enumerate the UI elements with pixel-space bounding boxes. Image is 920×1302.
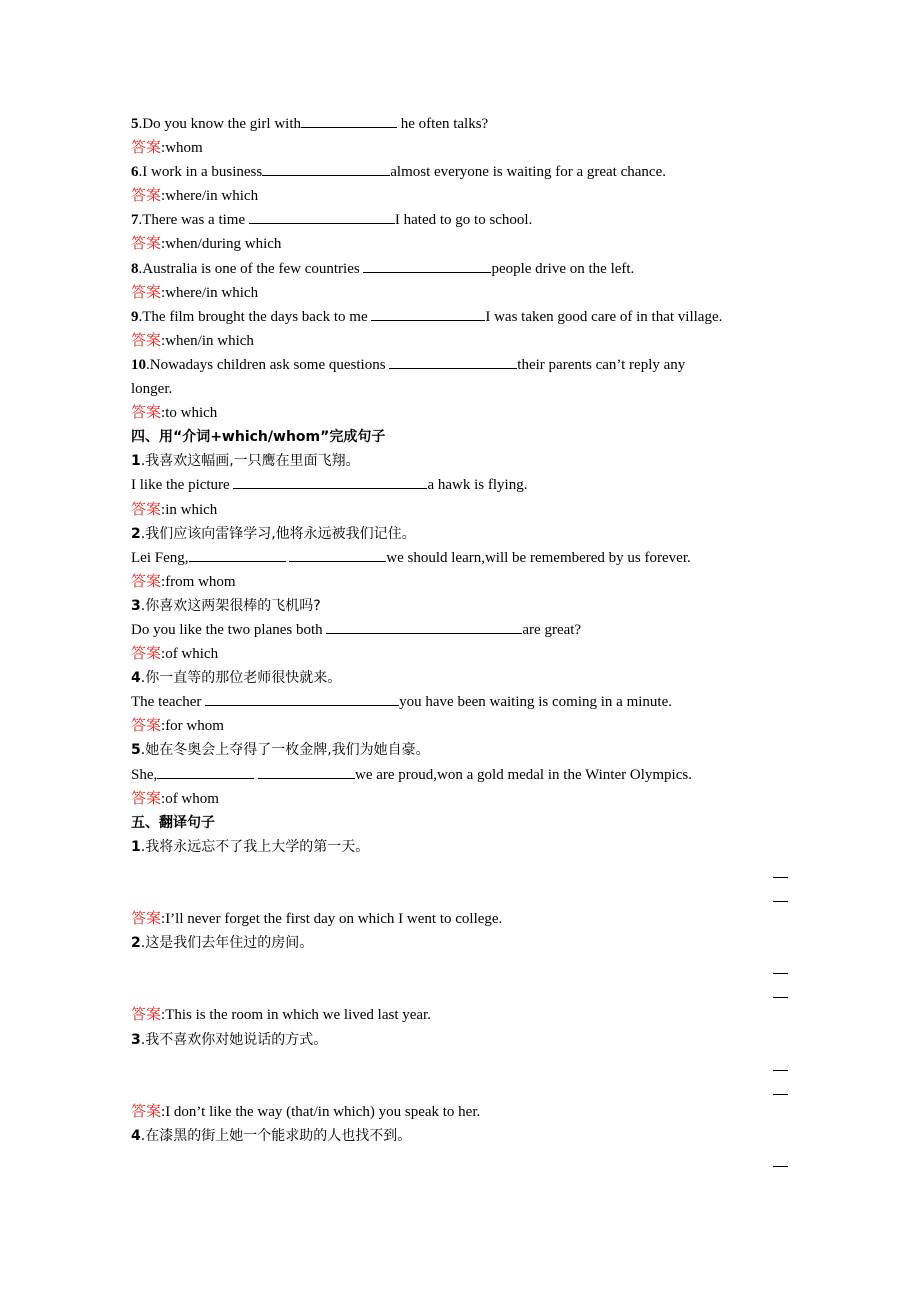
question-number: 9 — [131, 308, 139, 325]
answer-row: 答案:of whom — [131, 790, 219, 807]
answer-blank — [249, 208, 395, 224]
question-number: 2 — [131, 935, 141, 952]
question-text: I like the picture — [131, 477, 234, 494]
answer-label: 答案 — [131, 405, 162, 422]
answer-text: to which — [165, 405, 218, 422]
chinese-prompt: 2.我们应该向雷锋学习,他将永远被我们记住。 — [131, 525, 416, 542]
question-text: The teacher — [131, 694, 206, 711]
answer-text: when/during which — [165, 236, 282, 253]
answer-row: 答案:when/in which — [131, 332, 254, 349]
chinese-text: 我不喜欢你对她说话的方式。 — [145, 1031, 328, 1048]
answer-label: 答案 — [131, 573, 162, 590]
writing-space — [131, 1172, 796, 1196]
section-5-heading: 五、翻译句子 — [131, 814, 215, 831]
chinese-text: 她在冬奥会上夺得了一枚金牌,我们为她自豪。 — [145, 742, 430, 759]
answer-label: 答案 — [131, 718, 162, 735]
answer-text: where/in which — [165, 188, 259, 205]
answer-text: where/in which — [165, 284, 259, 301]
question-text: people drive on the left. — [491, 260, 635, 277]
worksheet-page — [131, 112, 796, 1196]
question-text: we should learn,will be remembered by us forever. — [386, 549, 691, 566]
answer-blank — [233, 473, 427, 489]
answer-label: 答案 — [131, 332, 162, 349]
question-text: Lei Feng, — [131, 549, 189, 566]
answer-blank — [289, 546, 386, 562]
answer-row: 答案:to which — [131, 405, 218, 422]
question-10: 10.Nowadays children ask some questions their parents can’t reply any — [131, 353, 796, 377]
question-number: 5 — [131, 742, 141, 759]
question-7: 7.There was a time I hated to go to school. — [131, 208, 796, 232]
writing-space — [131, 979, 796, 1003]
answer-text: of whom — [165, 790, 219, 807]
question-10-continuation: longer. — [131, 381, 173, 398]
writing-space — [131, 955, 796, 979]
answer-row: 答案:from whom — [131, 573, 236, 590]
chinese-prompt: 3.你喜欢这两架很棒的飞机吗? — [131, 597, 321, 614]
answer-label: 答案 — [131, 1103, 162, 1120]
writing-space — [131, 1148, 796, 1172]
writing-space — [131, 1052, 796, 1076]
question-text: their parents can’t reply any — [517, 356, 686, 373]
answer-row: 答案:This is the room in which we lived last year. — [131, 1007, 431, 1024]
answer-line — [773, 1094, 788, 1095]
sentence-line — [131, 690, 796, 714]
answer-text: when/in which — [165, 332, 254, 349]
answer-row: 答案:of which — [131, 646, 219, 663]
answer-row: 答案:for whom — [131, 718, 224, 735]
question-text: Do you like the two planes both — [131, 621, 327, 638]
question-9: 9.The film brought the days back to me I was taken good care of in that village. — [131, 305, 796, 329]
question-text: I was taken good care of in that village. — [485, 308, 723, 325]
chinese-text: 你一直等的那位老师很快就来。 — [145, 670, 342, 687]
sentence-line — [131, 473, 796, 497]
chinese-prompt: 3.我不喜欢你对她说话的方式。 — [131, 1031, 328, 1048]
question-text: are great? — [522, 621, 582, 638]
answer-label: 答案 — [131, 911, 162, 928]
question-5: 5.Do you know the girl with he often talks? — [131, 112, 796, 136]
chinese-text: 我们应该向雷锋学习,他将永远被我们记住。 — [145, 525, 416, 542]
question-text: he often talks? — [397, 116, 489, 132]
question-text: Nowadays children ask some questions — [149, 356, 390, 373]
question-number: 10 — [131, 356, 146, 373]
chinese-text: 我喜欢这幅画,一只鹰在里面飞翔。 — [145, 453, 360, 470]
chinese-prompt: 4.你一直等的那位老师很快就来。 — [131, 670, 342, 687]
answer-line — [773, 877, 788, 878]
answer-label: 答案 — [131, 1007, 162, 1024]
answer-line — [773, 1070, 788, 1071]
answer-row: 答案:where/in which — [131, 284, 259, 301]
answer-label: 答案 — [131, 501, 162, 518]
writing-space — [131, 859, 796, 883]
answer-blank — [262, 160, 390, 176]
question-number: 4 — [131, 1127, 141, 1144]
question-6: 6.I work in a business almost everyone is waiting for a great chance. — [131, 160, 796, 184]
question-number: 2 — [131, 525, 141, 542]
question-text: I work in a business — [142, 164, 263, 181]
answer-label: 答案 — [131, 140, 162, 157]
sentence-line — [131, 618, 796, 642]
chinese-prompt: 5.她在冬奥会上夺得了一枚金牌,我们为她自豪。 — [131, 742, 430, 759]
question-number: 8 — [131, 260, 139, 277]
question-8: 8.Australia is one of the few countries people drive on the left. — [131, 257, 796, 281]
answer-text: I’ll never forget the first day on which I went to college. — [165, 911, 503, 928]
chinese-text: 我将永远忘不了我上大学的第一天。 — [145, 838, 370, 855]
chinese-prompt: 4.在漆黑的街上她一个能求助的人也找不到。 — [131, 1127, 412, 1144]
question-text: we are proud,won a gold medal in the Winter Olympics. — [355, 766, 692, 783]
answer-text: for whom — [165, 718, 224, 735]
question-number: 3 — [131, 597, 141, 614]
answer-row: 答案:in which — [131, 501, 218, 518]
answer-line — [773, 997, 788, 998]
question-text: I hated to go to school. — [394, 212, 533, 229]
answer-text: from whom — [165, 573, 236, 590]
question-number: 6 — [131, 164, 139, 181]
answer-blank — [389, 353, 517, 369]
answer-blank — [371, 305, 485, 321]
chinese-prompt: 2.这是我们去年住过的房间。 — [131, 935, 314, 952]
answer-line — [773, 973, 788, 974]
question-text: you have been waiting is coming in a minute. — [399, 694, 672, 711]
answer-label: 答案 — [131, 790, 162, 807]
section-4-heading: 四、用“介词+which/whom”完成句子 — [131, 429, 386, 446]
answer-row: 答案:where/in which — [131, 188, 259, 205]
sentence-line — [131, 546, 796, 570]
question-number: 7 — [131, 212, 139, 229]
sentence-line — [131, 763, 796, 787]
answer-line — [773, 901, 788, 902]
answer-blank — [157, 763, 254, 779]
answer-row: 答案:whom — [131, 140, 203, 157]
question-number: 4 — [131, 670, 141, 687]
answer-blank — [258, 763, 355, 779]
chinese-prompt: 1.我喜欢这幅画,一只鹰在里面飞翔。 — [131, 453, 360, 470]
question-number: 5 — [131, 116, 139, 132]
question-text: a hawk is flying. — [427, 477, 528, 494]
question-text: She, — [131, 766, 158, 783]
question-text: Australia is one of the few countries — [142, 260, 364, 277]
answer-text: I don’t like the way (that/in which) you speak to her. — [165, 1103, 481, 1120]
answer-label: 答案 — [131, 188, 162, 205]
question-number: 3 — [131, 1031, 141, 1048]
answer-row: 答案:I don’t like the way (that/in which) you speak to her. — [131, 1103, 481, 1120]
chinese-prompt: 1.我将永远忘不了我上大学的第一天。 — [131, 838, 370, 855]
answer-text: in which — [165, 501, 218, 518]
chinese-text: 你喜欢这两架很棒的飞机吗? — [145, 597, 321, 614]
writing-space — [131, 883, 796, 907]
question-number: 1 — [131, 838, 141, 855]
question-text: There was a time — [142, 212, 249, 229]
answer-text: of which — [165, 646, 219, 663]
answer-text: This is the room in which we lived last year. — [165, 1007, 431, 1024]
answer-blank — [301, 112, 397, 128]
answer-text: whom — [165, 140, 203, 157]
chinese-text: 这是我们去年住过的房间。 — [145, 935, 314, 952]
answer-blank — [189, 546, 286, 562]
writing-space — [131, 1076, 796, 1100]
answer-line — [773, 1166, 788, 1167]
answer-row: 答案:I’ll never forget the first day on which I went to college. — [131, 911, 503, 928]
question-text: Do you know the girl with — [142, 116, 301, 132]
answer-blank — [326, 618, 522, 634]
answer-blank — [363, 257, 491, 273]
question-text: The film brought the days back to me — [142, 308, 372, 325]
answer-row: 答案:when/during which — [131, 236, 282, 253]
question-number: 1 — [131, 453, 141, 470]
chinese-text: 在漆黑的街上她一个能求助的人也找不到。 — [145, 1127, 412, 1144]
answer-label: 答案 — [131, 236, 162, 253]
answer-label: 答案 — [131, 284, 162, 301]
question-text: almost everyone is waiting for a great chance. — [390, 164, 666, 181]
answer-blank — [205, 690, 399, 706]
answer-label: 答案 — [131, 646, 162, 663]
